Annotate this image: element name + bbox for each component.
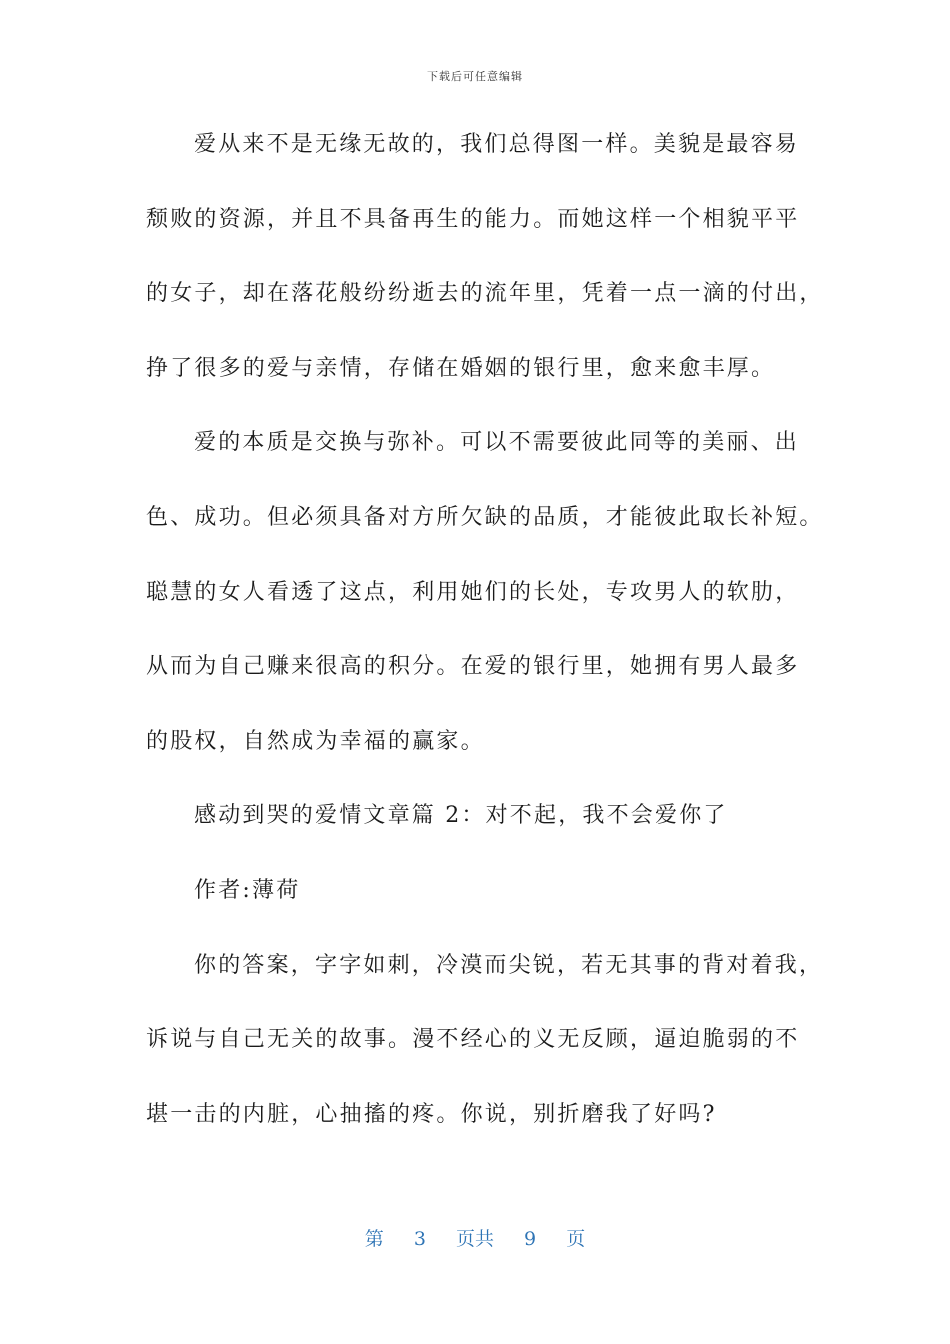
- paragraph-line: 诉说与自己无关的故事。漫不经心的义无反顾，逼迫脆弱的不: [146, 1027, 800, 1053]
- footer-suffix: 页: [566, 1228, 586, 1250]
- paragraph-line: 色、成功。但必须具备对方所欠缺的品质，才能彼此取长补短。: [146, 504, 824, 530]
- footer-middle: 页共: [455, 1228, 494, 1250]
- paragraph-line: 颓败的资源，并且不具备再生的能力。而她这样一个相貌平平: [146, 206, 800, 232]
- paragraph-line: 从而为自己赚来很高的积分。在爱的银行里，她拥有男人最多: [146, 654, 800, 680]
- paragraph-line: 爱从来不是无缘无故的，我们总得图一样。美貌是最容易: [194, 132, 800, 157]
- paragraph-line: 堪一击的内脏，心抽搐的疼。你说，别折磨我了好吗?: [146, 1101, 717, 1127]
- total-page-count: 9: [524, 1228, 537, 1250]
- paragraph-line: 的股权，自然成为幸福的赢家。: [146, 728, 485, 754]
- footer-prefix: 第: [364, 1228, 384, 1250]
- page-header: 下载后可任意编辑: [427, 70, 523, 83]
- document-body: [146, 122, 826, 1166]
- paragraph-line: 聪慧的女人看透了这点，利用她们的长处，专攻男人的软肋，: [146, 579, 800, 605]
- author-line: 作者:薄荷: [194, 877, 301, 903]
- paragraph-line: 挣了很多的爱与亲情，存储在婚姻的银行里，愈来愈丰厚。: [146, 355, 776, 381]
- current-page-number: 3: [413, 1228, 426, 1250]
- paragraph-line: 的女子，却在落花般纷纷逝去的流年里，凭着一点一滴的付出，: [146, 281, 824, 307]
- section-heading: 感动到哭的爱情文章篇 2：对不起，我不会爱你了: [194, 803, 728, 829]
- paragraph-line: 你的答案，字字如刺，冷漠而尖锐，若无其事的背对着我，: [194, 952, 824, 978]
- page-footer: [0, 1224, 950, 1251]
- paragraph-line: 爱的本质是交换与弥补。可以不需要彼此同等的美丽、出: [194, 430, 800, 456]
